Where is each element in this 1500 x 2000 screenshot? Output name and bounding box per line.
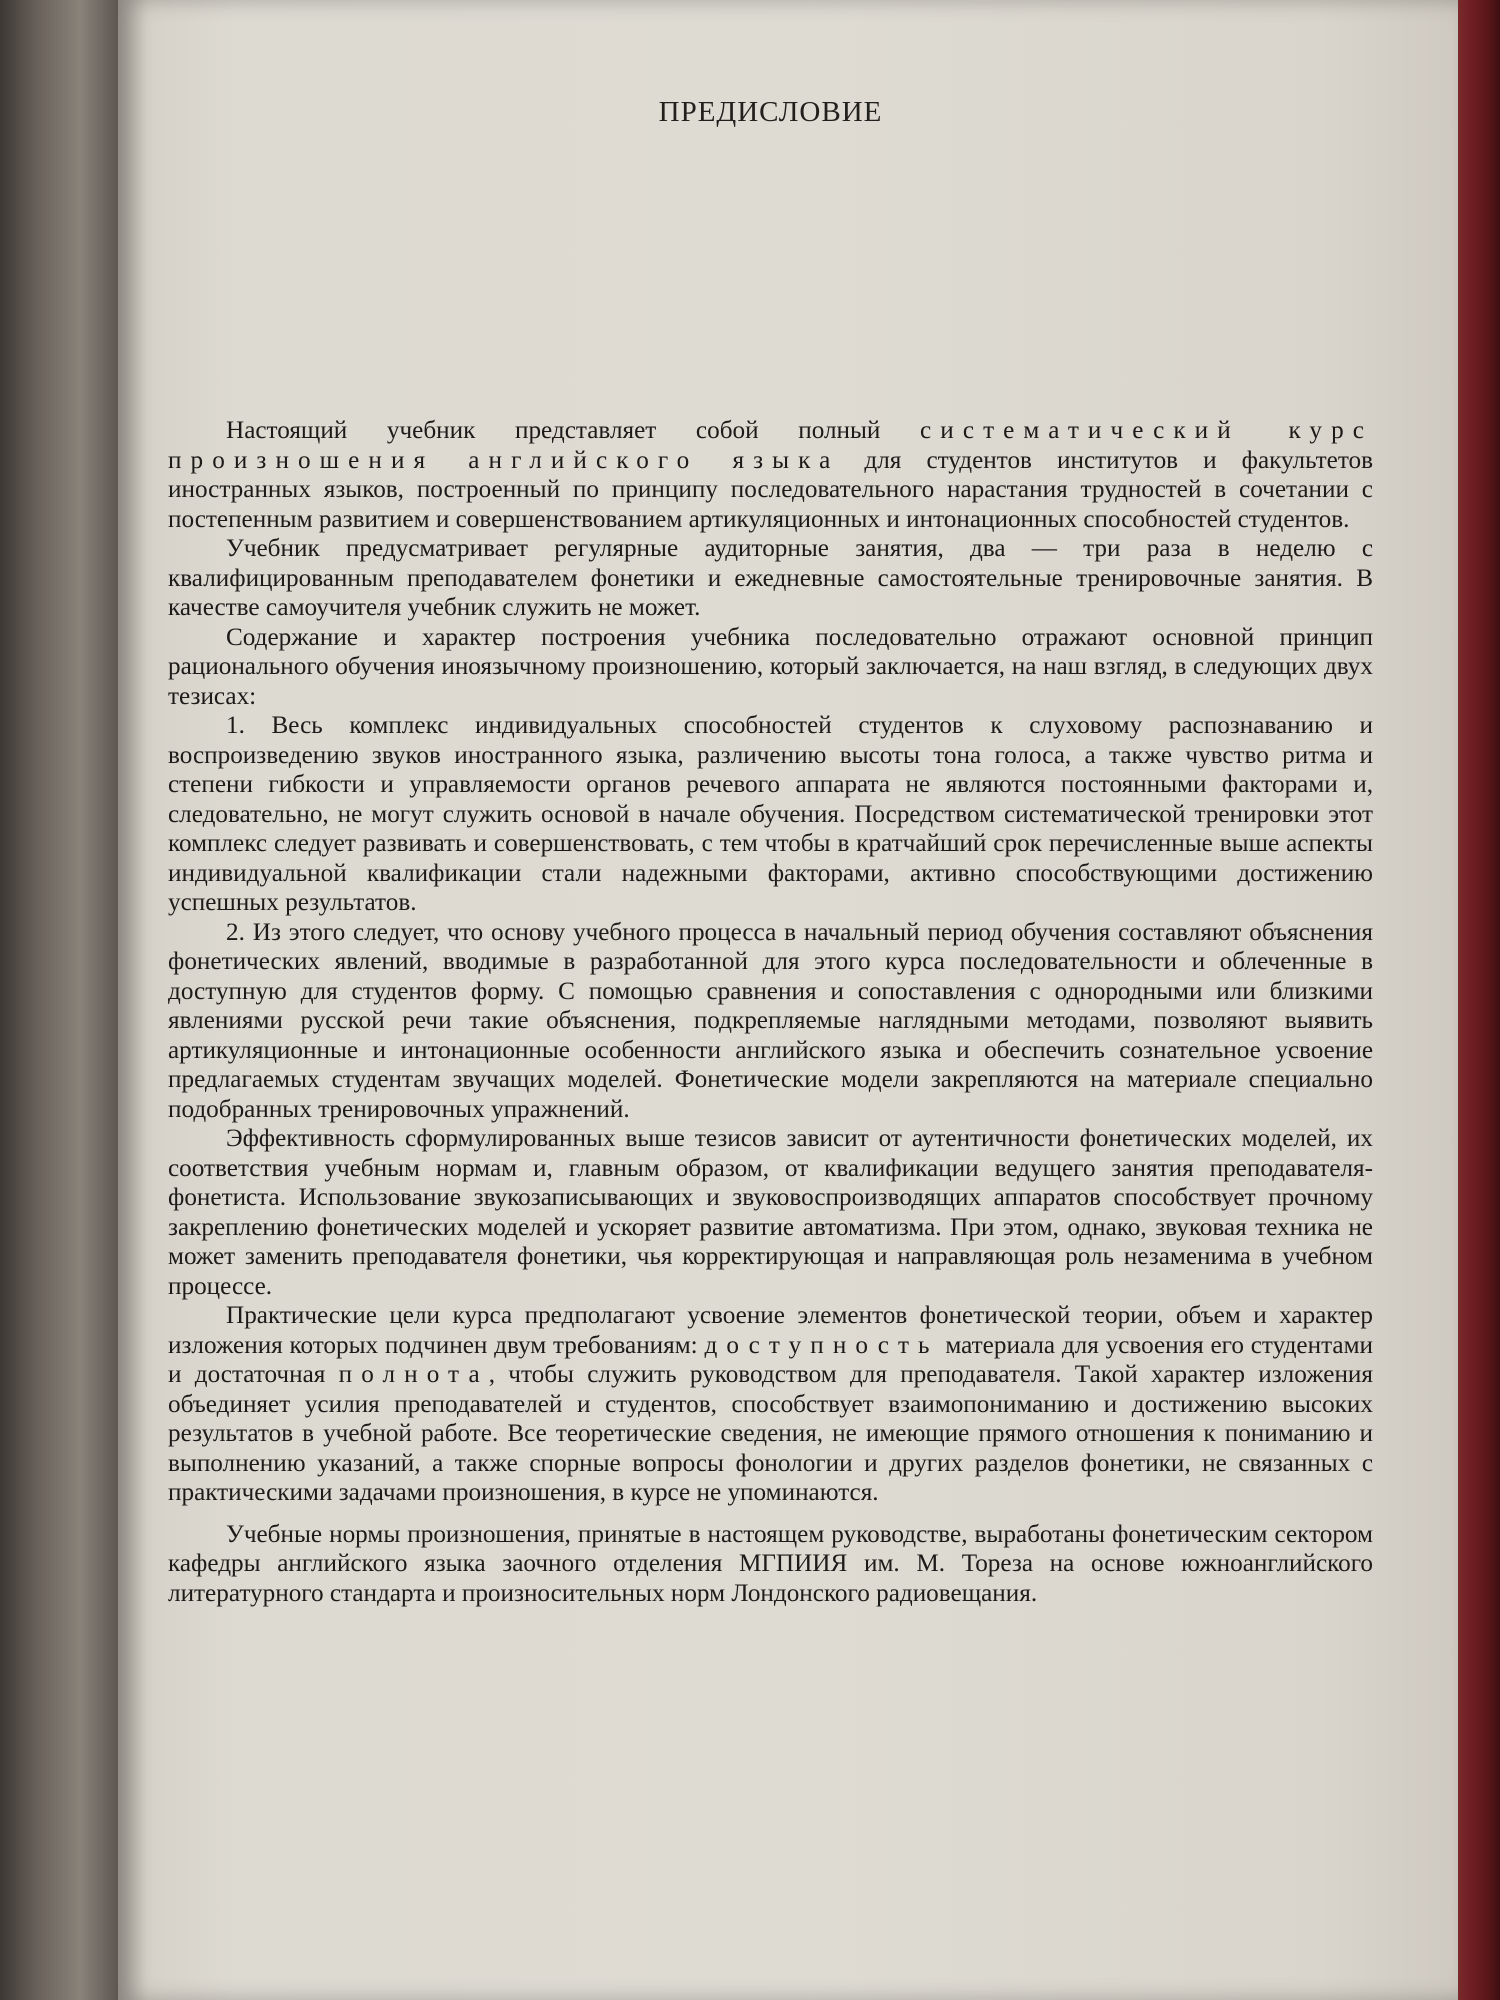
- text-run: 1. Весь комплекс индивидуальных способностей студентов к слуховому распознаванию и воспроизведению звуков иностранного языка, различению высоты тона голоса, а также чувство ритма и степени гибкости и управляемости органов речевого аппарата не являются постоянными факторами и, следовательно, не могут служить основой в начале обучения. Посредством систематической тренировки этот комплекс следует развивать и совершенствовать, с тем чтобы в кратчайший срок перечисленные выше аспекты индивидуальной квалификации стали надежными факторами, активно способствующими достижению успешных результатов.: [168, 712, 1373, 916]
- thesis-item: [168, 711, 1373, 918]
- page-text: [168, 0, 1373, 2000]
- thesis-item: [168, 918, 1373, 1125]
- text-run: Настоящий учебник представляет собой полный: [226, 417, 921, 444]
- text-run: Эффективность сформулированных выше тезисов зависит от аутентичности фонетических моделей, их соответствия учебным нормам и, главным образом, от квалификации ведущего занятия преподавателя-фонетиста. Использование звукозаписывающих и звуковоспроизводящих аппаратов способствует прочному закреплению фонетических моделей и ускоряет развитие автоматизма. При этом, однако, звуковая техника не может заменить преподавателя фонетики, чья корректирующая и направляющая роль незаменима в учебном процессе.: [168, 1125, 1373, 1300]
- spaced-emphasis: систематический курс произношения английского языка: [168, 417, 1374, 474]
- spaced-emphasis: доступность: [704, 1331, 939, 1359]
- text-run: для студентов институтов и факультетов иностранных языков, построенный по принципу последовательного нарастания трудностей в сочетании с постепенным развитием и совершенствованием артикуляционных и интонационных способностей студентов.: [168, 446, 1373, 533]
- paragraph: [168, 1301, 1373, 1508]
- paragraph: [168, 1124, 1373, 1301]
- text-run: Содержание и характер построения учебника последовательно отражают основной принцип рационального обучения иноязычному произношению, который заключается, на наш взгляд, в следующих двух тезисах:: [168, 623, 1373, 710]
- paragraph: [168, 1520, 1373, 1609]
- text-run: материала для усвоения его студентами и достаточная: [168, 1331, 1373, 1388]
- paragraph: [168, 534, 1373, 623]
- text-run: Практические цели курса предполагают усвоение элементов фонетической теории, объем и характер изложения которых подчинен двум требованиям:: [168, 1302, 1373, 1359]
- book-cover-edge: [1458, 0, 1500, 2000]
- text-run: Учебник предусматривает регулярные аудиторные занятия, два — три раза в неделю с квалифицированным преподавателем фонетики и ежедневные самостоятельные тренировочные занятия. В качестве самоучителя учебник служить не может.: [168, 535, 1373, 621]
- text-run: , чтобы служить руководством для преподавателя. Такой характер изложения объединяет усилия преподавателей и студентов, способствует взаимопониманию и достижению высоких результатов в учебной работе. Все теоретические сведения, не имеющие прямого отношения к пониманию и выполнению указаний, а также спорные вопросы фонологии и других разделов фонетики, не связанных с практическими задачами произношения, в курсе не упоминаются.: [168, 1361, 1373, 1506]
- text-run: Учебные нормы произношения, принятые в настоящем руководстве, выработаны фонетическим сектором кафедры английского языка заочного отделения МГПИИЯ им. М. Тореза на основе южноанглийского литературного стандарта и произносительных норм Лондонского радиовещания.: [168, 1520, 1373, 1607]
- spaced-emphasis: полнота: [338, 1361, 489, 1388]
- paragraph: [168, 623, 1373, 712]
- page-title: ПРЕДИСЛОВИЕ: [658, 96, 883, 128]
- paragraph: [168, 416, 1373, 534]
- text-run: 2. Из этого следует, что основу учебного процесса в начальный период обучения составляют объяснения фонетических явлений, вводимые в разработанной для этого курса последовательности и облеченные в доступную для студентов форму. С помощью сравнения и сопоставления с однородными или близкими явлениями русской речи такие объяснения, подкрепляемые наглядными методами, позволяют выявить артикуляционные и интонационные особенности английского языка и обеспечить сознательное усвоение предлагаемых студентам звучащих моделей. Фонетические модели закрепляются на материале специально подобранных тренировочных упражнений.: [168, 918, 1373, 1123]
- preface-body: [168, 416, 1373, 1608]
